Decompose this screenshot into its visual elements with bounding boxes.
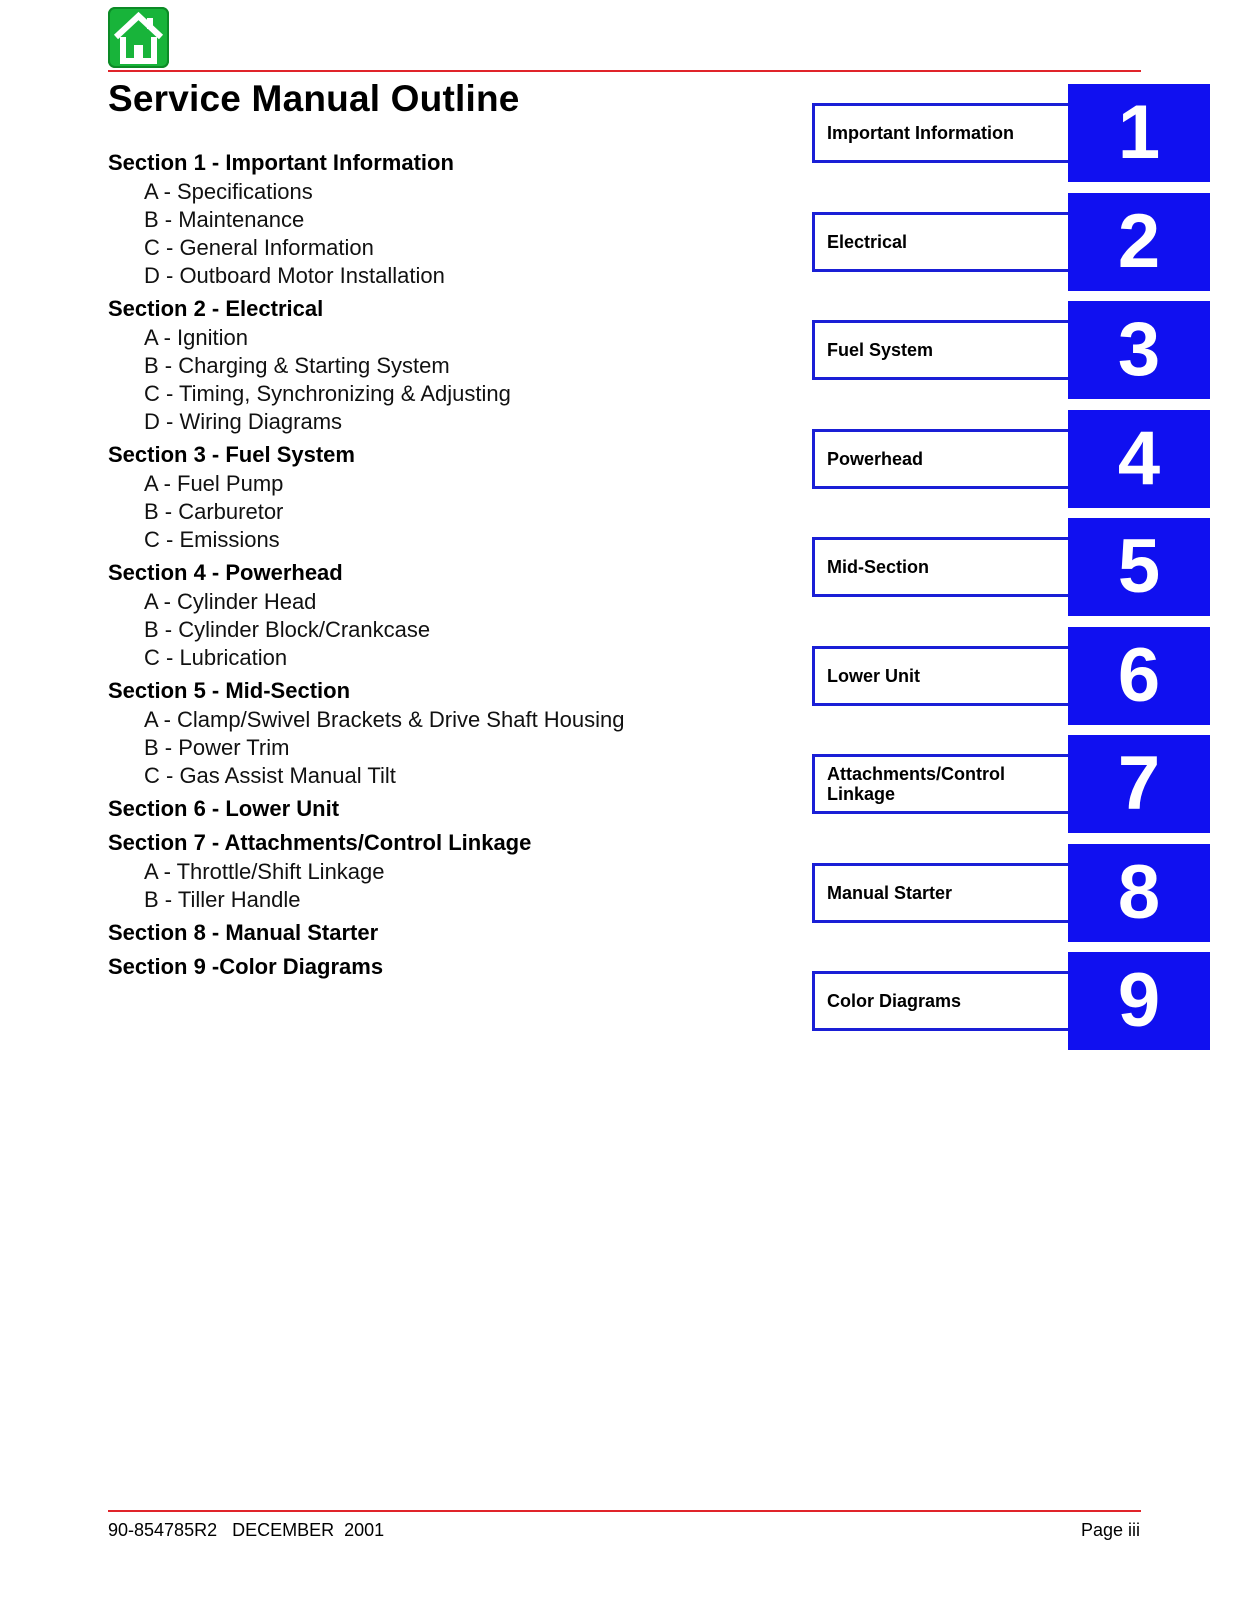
tab-label-box <box>812 320 1068 380</box>
outline-list <box>108 148 748 982</box>
tab-number: 4 <box>1068 410 1210 508</box>
section-subitem[interactable]: A - Ignition <box>144 325 248 350</box>
tab-label: Electrical <box>827 231 908 252</box>
tab-label-box <box>812 537 1068 597</box>
section-tab-3[interactable] <box>812 301 1212 399</box>
section-subitem[interactable]: D - Wiring Diagrams <box>144 409 343 434</box>
tab-label: Powerhead <box>827 448 924 469</box>
tab-label-box <box>812 429 1068 489</box>
tab-number: 9 <box>1068 952 1210 1050</box>
tab-label: Color Diagrams <box>827 991 962 1011</box>
section-heading[interactable]: Section 2 - Electrical <box>108 296 324 321</box>
section-heading[interactable]: Section 4 - Powerhead <box>108 560 343 585</box>
section-subitem[interactable]: D - Outboard Motor Installation <box>144 263 445 288</box>
tab-label-box <box>812 212 1068 272</box>
tab-label-box <box>812 863 1068 923</box>
section-tab-5[interactable] <box>812 518 1212 616</box>
tab-label-box <box>812 971 1068 1031</box>
tab-number: 6 <box>1068 627 1210 725</box>
tab-label-box <box>812 754 1068 814</box>
home-icon <box>108 7 169 68</box>
tab-label: Attachments/Control Linkage <box>827 764 1006 804</box>
tab-label: Lower Unit <box>827 665 920 686</box>
tab-number: 7 <box>1068 735 1210 833</box>
section-subitem[interactable]: B - Power Trim <box>144 735 290 760</box>
tab-number: 2 <box>1068 193 1210 291</box>
section-subitem[interactable]: A - Throttle/Shift Linkage <box>144 859 385 884</box>
home-button[interactable] <box>108 7 169 68</box>
footer-rule <box>108 1510 1141 1512</box>
section-heading[interactable]: Section 1 - Important Information <box>108 150 454 175</box>
section-tab-1[interactable] <box>812 84 1212 182</box>
section-heading[interactable]: Section 9 -Color Diagrams <box>108 954 384 979</box>
section-heading[interactable]: Section 7 - Attachments/Control Linkage <box>108 830 532 855</box>
tab-number: 1 <box>1068 84 1210 182</box>
tab-label: Mid-Section <box>827 557 929 577</box>
section-tab-7[interactable] <box>812 735 1212 833</box>
section-subitem[interactable]: C - Gas Assist Manual Tilt <box>144 763 396 788</box>
section-subitem[interactable]: C - General Information <box>144 235 374 260</box>
tab-label-box <box>812 646 1068 706</box>
section-subitem[interactable]: C - Lubrication <box>144 645 288 670</box>
tab-number: 8 <box>1068 844 1210 942</box>
section-tab-2[interactable] <box>812 193 1212 291</box>
section-heading[interactable]: Section 5 - Mid-Section <box>108 678 351 703</box>
section-subitem[interactable]: B - Cylinder Block/Crankcase <box>144 617 431 642</box>
section-heading[interactable]: Section 8 - Manual Starter <box>108 920 379 945</box>
section-subitem[interactable]: A - Specifications <box>144 179 313 204</box>
section-tab-8[interactable] <box>812 844 1212 942</box>
footer-page-number: Page iii <box>1080 1520 1140 1540</box>
section-subitem[interactable]: A - Clamp/Swivel Brackets & Drive Shaft Housing <box>144 707 625 732</box>
section-subitem[interactable]: C - Timing, Synchronizing & Adjusting <box>144 381 511 406</box>
header-rule <box>108 70 1141 72</box>
section-tab-4[interactable] <box>812 410 1212 508</box>
tab-label: Fuel System <box>827 340 934 360</box>
tab-label: Important Information <box>827 123 1014 143</box>
page-title: Service Manual Outline <box>108 78 520 119</box>
section-subitem[interactable]: B - Carburetor <box>144 499 284 524</box>
section-subitem[interactable]: B - Tiller Handle <box>144 887 301 912</box>
tab-number: 3 <box>1068 301 1210 399</box>
footer-doc-number: 90-854785R2 DECEMBER 2001 <box>108 1520 385 1540</box>
section-subitem[interactable]: A - Cylinder Head <box>144 589 317 614</box>
section-subitem[interactable]: B - Maintenance <box>144 207 305 232</box>
section-heading[interactable]: Section 6 - Lower Unit <box>108 796 340 821</box>
section-subitem[interactable]: B - Charging & Starting System <box>144 353 450 378</box>
section-heading[interactable]: Section 3 - Fuel System <box>108 442 355 467</box>
section-tab-9[interactable] <box>812 952 1212 1050</box>
tab-number: 5 <box>1068 518 1210 616</box>
section-subitem[interactable]: C - Emissions <box>144 527 280 552</box>
tab-label: Manual Starter <box>827 882 953 903</box>
tab-label-box <box>812 103 1068 163</box>
section-subitem[interactable]: A - Fuel Pump <box>144 471 284 496</box>
section-tab-6[interactable] <box>812 627 1212 725</box>
